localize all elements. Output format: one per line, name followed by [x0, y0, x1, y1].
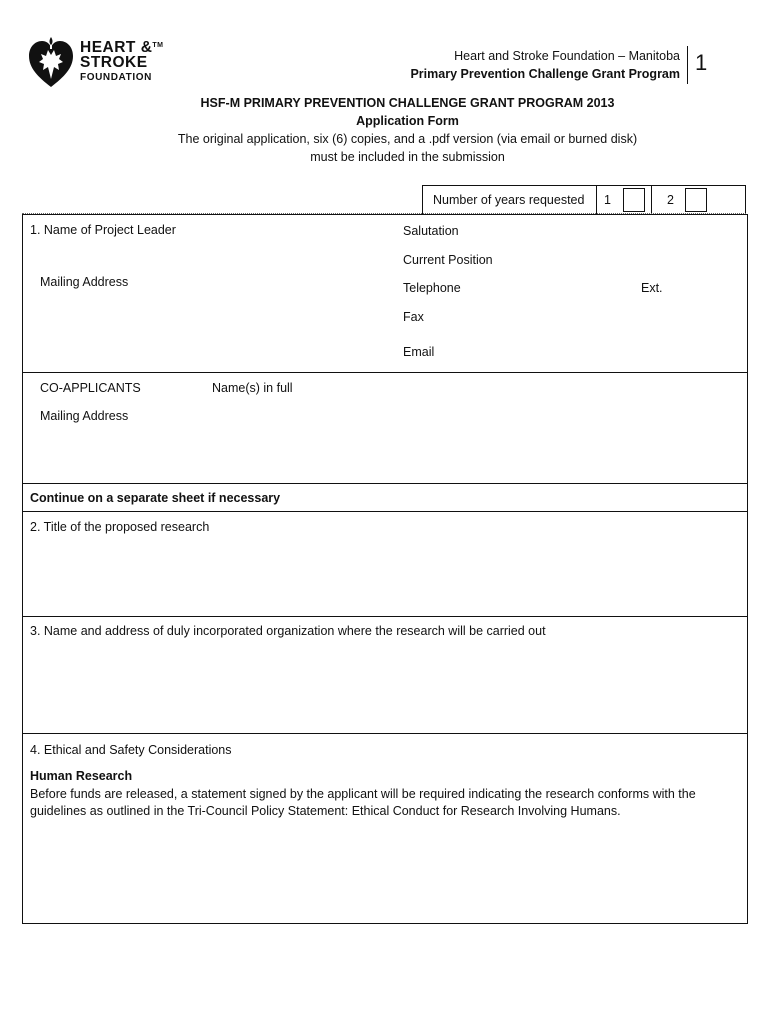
logo-wordmark: HEART &™ STROKE FOUNDATION: [80, 39, 164, 83]
salutation-label: Salutation: [403, 224, 459, 238]
ethics-label: 4. Ethical and Safety Considerations: [30, 743, 232, 757]
year-option-1-label: 1: [604, 193, 611, 207]
section-divider: [23, 616, 747, 617]
document-header: [410, 47, 680, 83]
section-divider: [23, 511, 747, 512]
section-divider: [23, 483, 747, 484]
email-label: Email: [403, 345, 435, 359]
project-leader-label: 1. Name of Project Leader: [30, 223, 176, 237]
year-option-2-label: 2: [667, 193, 674, 207]
years-divider: [651, 185, 652, 214]
leader-mailing-address-label: Mailing Address: [40, 275, 129, 289]
years-divider: [596, 185, 597, 214]
form-subtitle: Application Form: [356, 114, 459, 128]
human-research-heading: Human Research: [30, 769, 133, 783]
form-title-block: [0, 94, 770, 166]
research-title-label: 2. Title of the proposed research: [30, 520, 210, 534]
extension-label: Ext.: [641, 281, 663, 295]
fax-label: Fax: [403, 310, 424, 324]
names-in-full-label: Name(s) in full: [212, 381, 293, 395]
co-applicants-mailing-label: Mailing Address: [40, 409, 129, 423]
organization-label: 3. Name and address of duly incorporated organization where the research will be carried out: [30, 624, 546, 638]
form-title: HSF-M PRIMARY PREVENTION CHALLENGE GRANT PROGRAM 2013: [200, 96, 615, 110]
year-2-checkbox[interactable]: [685, 188, 707, 212]
section-divider: [23, 733, 747, 734]
header-divider: [687, 46, 688, 84]
co-applicants-label: CO-APPLICANTS: [40, 381, 141, 395]
year-1-checkbox[interactable]: [623, 188, 645, 212]
human-research-text: Before funds are released, a statement signed by the applicant will be required indicating the research conforms with the guidelines as outlined in the Tri-Council Policy Statement: Ethical Conduct for Research Involving Humans.: [30, 787, 696, 818]
org-name: Heart and Stroke Foundation – Manitoba: [454, 49, 680, 63]
current-position-label: Current Position: [403, 253, 493, 267]
page-number: 1: [695, 50, 708, 75]
section-divider: [23, 372, 747, 373]
submission-instructions-1: The original application, six (6) copies, and a .pdf version (via email or burned disk): [177, 132, 638, 146]
telephone-label: Telephone: [403, 281, 461, 295]
continue-note: Continue on a separate sheet if necessary: [30, 491, 281, 505]
submission-instructions-2: must be included in the submission: [310, 150, 505, 164]
heart-torch-icon: [29, 37, 73, 87]
years-requested-label: Number of years requested: [433, 193, 585, 207]
program-name: Primary Prevention Challenge Grant Program: [410, 67, 680, 81]
